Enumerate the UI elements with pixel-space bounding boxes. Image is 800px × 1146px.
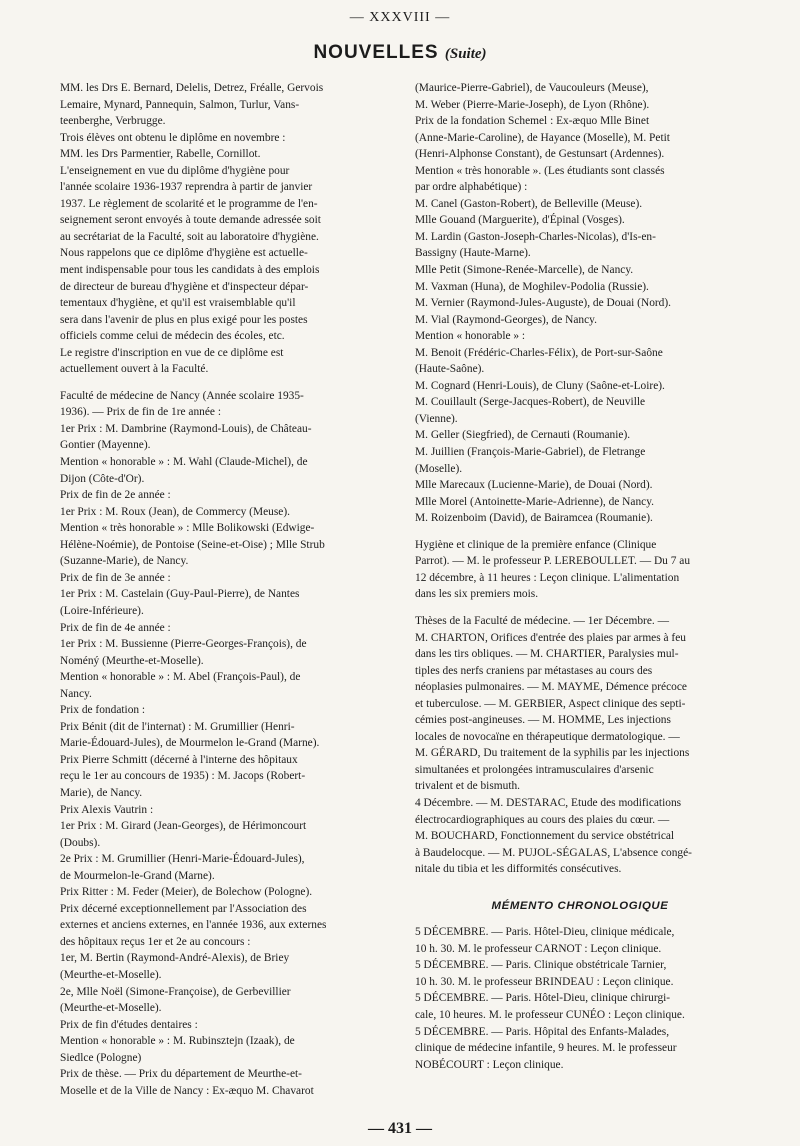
right-column-line: (Vienne).	[415, 412, 458, 425]
left-column-line: Prix Alexis Vautrin :	[60, 803, 154, 816]
right-column-line	[415, 603, 745, 613]
right-column-line: M. BOUCHARD, Fonctionnement du service obstétrical	[415, 830, 675, 843]
right-column-line: (Anne-Marie-Caroline), de Hayance (Moselle), M. Petit	[415, 131, 670, 144]
right-column-line: M. Vaxman (Huna), de Moghilev-Podolia (Russie).	[415, 280, 649, 293]
left-column-line: externes et anciens externes, en l'année 1936, aux externes	[60, 919, 327, 932]
right-column-line: cémies post-angineuses. — M. HOMME, Les injections	[415, 714, 671, 727]
right-column-line: M. Roizenboim (David), de Bairamcea (Roumanie).	[415, 512, 653, 525]
left-column-line: MM. les Drs E. Bernard, Delelis, Detrez, Fréalle, Gervois	[60, 82, 324, 94]
right-column-line: M. Canel (Gaston-Robert), de Belleville (Meuse).	[415, 197, 643, 210]
right-column-line: M. Couillault (Serge-Jacques-Robert), de Neuville	[415, 396, 646, 409]
right-column-line: trivalent et de bismuth.	[415, 780, 521, 793]
left-column-line: MM. les Drs Parmentier, Rabelle, Cornillot.	[60, 148, 261, 161]
left-column-line: tementaux d'hygiène, et qu'il est vraisemblable qu'il	[60, 297, 296, 310]
right-column-line: Parrot). — M. le professeur P. LEREBOULLET. — Du 7 au	[415, 555, 691, 568]
left-column-line: actuellement ouvert à la Faculté.	[60, 363, 209, 376]
left-column-line: sera dans l'avenir de plus en plus exigé pour les postes	[60, 313, 308, 326]
right-column-line: M. Vernier (Raymond-Jules-Auguste), de Douai (Nord).	[415, 297, 672, 310]
right-column-line: 4 Décembre. — M. DESTARAC, Etude des modifications	[415, 796, 682, 809]
title-text: NOUVELLES	[313, 42, 439, 63]
left-column-line: Nancy.	[60, 687, 92, 700]
right-column-line: dans les six premiers mois.	[415, 588, 539, 601]
right-column-line: 5 DÉCEMBRE. — Paris. Hôpital des Enfants-Malades,	[415, 1025, 670, 1038]
right-column-line: simultanées et prolongées intramusculaires d'arsenic	[415, 763, 654, 776]
left-column-line: Faculté de médecine de Nancy (Année scolaire 1935-	[60, 389, 304, 402]
right-column-line: M. GÉRARD, Du traitement de la syphilis par les injections	[415, 747, 690, 760]
left-column-line: Lemaire, Mynard, Pannequin, Salmon, Turlur, Vans-	[60, 98, 300, 111]
left-column-line: (Suzanne-Marie), de Nancy.	[60, 555, 189, 568]
left-column-line: 2e, Mlle Noël (Simone-Françoise), de Gerbevillier	[60, 985, 291, 998]
right-column-line: 5 DÉCEMBRE. — Paris. Hôtel-Dieu, clinique médicale,	[415, 926, 675, 939]
page-header: — XXXVIII —	[349, 10, 451, 25]
left-column-line: Prix de fin d'études dentaires :	[60, 1018, 198, 1031]
left-column-line: Dijon (Côte-d'Or).	[60, 472, 145, 485]
right-column-line: (Moselle).	[415, 462, 463, 475]
left-column-line: (Meurthe-et-Moselle).	[60, 1002, 162, 1015]
right-column-line: tiples des nerfs craniens par métastases au cours des	[415, 664, 653, 677]
right-column-line: M. Benoit (Frédéric-Charles-Félix), de Port-sur-Saône	[415, 346, 663, 359]
left-column-line: Mention « honorable » : M. Wahl (Claude-Michel), de	[60, 456, 308, 469]
right-column-line: néoplasies pulmonaires. — M. MAYME, Démence précoce	[415, 681, 687, 694]
right-column-line: Bassigny (Haute-Marne).	[415, 247, 531, 260]
left-column-line: Hélène-Noémie), de Pontoise (Seine-et-Oise) ; Mlle Strub	[60, 538, 325, 551]
right-column-line	[415, 914, 745, 924]
left-column-line: de directeur de bureau d'hygiène et d'inspecteur dépar-	[60, 280, 309, 293]
left-column-line	[60, 378, 392, 388]
right-column-line	[415, 527, 745, 537]
right-column-line: Mention « honorable » :	[415, 330, 526, 343]
left-column-line: Mention « honorable » : M. Rubinsztejn (Izaak), de	[60, 1035, 295, 1048]
left-column-line: Mention « très honorable » : Mlle Bolikowski (Edwige-	[60, 522, 315, 535]
right-column-line: Mlle Morel (Antoinette-Marie-Adrienne), de Nancy.	[415, 495, 655, 508]
left-column-line: Gontier (Mayenne).	[60, 439, 151, 452]
right-column-line: M. Cognard (Henri-Louis), de Cluny (Saône-et-Loire).	[415, 379, 665, 392]
right-column-line: 5 DÉCEMBRE. — Paris. Clinique obstétricale Tarnier,	[415, 959, 667, 972]
left-column-line: Marie), de Nancy.	[60, 786, 143, 799]
left-column-line: 1er Prix : M. Roux (Jean), de Commercy (Meuse).	[60, 505, 290, 518]
left-column-line: Noméný (Meurthe-et-Moselle).	[60, 654, 204, 667]
left-column-line: (Loire-Inférieure).	[60, 604, 144, 617]
right-column-line: Hygiène et clinique de la première enfance (Clinique	[415, 538, 657, 551]
right-column-line: 5 DÉCEMBRE. — Paris. Hôtel-Dieu, clinique chirurgi-	[415, 992, 671, 1005]
left-column-line: Prix Pierre Schmitt (décerné à l'interne des hôpitaux	[60, 753, 298, 766]
right-column-line: 10 h. 30. M. le professeur CARNOT : Leçon clinique.	[415, 942, 662, 955]
left-column-line: Prix décerné exceptionnellement par l'Association des	[60, 902, 307, 915]
left-column-line: 1er Prix : M. Bussienne (Pierre-Georges-François), de	[60, 638, 307, 651]
right-column-line: clinique de médecine infantile, 9 heures. M. le professeur	[415, 1042, 677, 1055]
page-number: — 431 —	[368, 1120, 432, 1137]
right-column-line: M. CHARTON, Orifices d'entrée des plaies par armes à feu	[415, 631, 686, 644]
right-column-line: à Baudelocque. — M. PUJOL-SÉGALAS, L'absence congé-	[415, 846, 692, 859]
right-column-line: (Haute-Saône).	[415, 363, 485, 376]
right-column-line: M. Geller (Siegfried), de Cernauti (Roumanie).	[415, 429, 631, 442]
right-column-line: dans les tirs obliques. — M. CHARTIER, Paralysies mul-	[415, 648, 679, 661]
right-column	[415, 80, 745, 1073]
right-column-line: nitale du tibia et les difformités consécutives.	[415, 863, 622, 876]
right-column-line: M. Vial (Raymond-Georges), de Nancy.	[415, 313, 597, 326]
right-column-line: locales de novocaïne en thérapeutique dermatologique. —	[415, 730, 680, 743]
left-column-line: seignement seront envoyés à toute demande adressée soit	[60, 214, 321, 227]
right-column-line: (Henri-Alphonse Constant), de Gestunsart (Ardennes).	[415, 148, 665, 161]
left-column-line: teenberghe, Verbrugge.	[60, 115, 166, 128]
left-column-line: Prix Ritter : M. Feder (Meier), de Bolechow (Pologne).	[60, 886, 313, 899]
right-column-line: M. Juillien (François-Marie-Gabriel), de Fletrange	[415, 446, 646, 459]
right-column-line: Mlle Gouand (Marguerite), d'Épinal (Vosges).	[415, 214, 625, 227]
left-column-line: Mention « honorable » : M. Abel (François-Paul), de	[60, 671, 301, 684]
right-column-line: Mlle Petit (Simone-Renée-Marcelle), de Nancy.	[415, 264, 634, 277]
left-column-line: 1er Prix : M. Girard (Jean-Georges), de Hérimoncourt	[60, 820, 307, 833]
right-column-line	[415, 888, 745, 898]
right-column-line: Thèses de la Faculté de médecine. — 1er Décembre. —	[415, 614, 669, 627]
right-column-line: M. Lardin (Gaston-Joseph-Charles-Nicolas), d'Is-en-	[415, 230, 656, 243]
left-column-line: Nous rappelons que ce diplôme d'hygiène est actuelle-	[60, 247, 308, 260]
left-column-line: Prix de fin de 2e année :	[60, 489, 171, 502]
left-column-line: Prix de fin de 3e année :	[60, 571, 171, 584]
left-column-line: L'enseignement en vue du diplôme d'hygiène pour	[60, 164, 290, 177]
right-column-line: Mlle Marecaux (Lucienne-Marie), de Douai (Nord).	[415, 479, 653, 492]
left-column-line: Siedlce (Pologne)	[60, 1051, 142, 1064]
left-column-line: 1er Prix : M. Castelain (Guy-Paul-Pierre), de Nantes	[60, 588, 300, 601]
right-column-line: par ordre alphabétique) :	[415, 181, 528, 194]
left-column-line: (Meurthe-et-Moselle).	[60, 968, 162, 981]
left-column-line: Le registre d'inscription en vue de ce diplôme est	[60, 346, 284, 359]
left-column-line: officiels comme celui de médecin des écoles, etc.	[60, 330, 285, 343]
left-column-line: (Doubs).	[60, 836, 101, 849]
left-column-line: au secrétariat de la Faculté, soit au laboratoire d'hygiène.	[60, 230, 319, 243]
right-column-line: 10 h. 30. M. le professeur BRINDEAU : Leçon clinique.	[415, 975, 674, 988]
right-column-line: cale, 10 heures. M. le professeur CUNÉO : Leçon clinique.	[415, 1008, 685, 1021]
right-column-line: Prix de la fondation Schemel : Ex-æquo Mlle Binet	[415, 115, 650, 128]
left-column-line: 1er, M. Bertin (Raymond-André-Alexis), de Briey	[60, 952, 290, 965]
left-column-line: 1936). — Prix de fin de 1re année :	[60, 406, 222, 419]
right-column-line: MÉMENTO CHRONOLOGIQUE	[491, 899, 669, 912]
right-column-line: M. Weber (Pierre-Marie-Joseph), de Lyon (Rhône).	[415, 98, 650, 111]
left-column-line: l'année scolaire 1936-1937 reprendra à partir de janvier	[60, 181, 313, 194]
section-title	[0, 42, 800, 64]
left-column-line: Trois élèves ont obtenu le diplôme en novembre :	[60, 131, 286, 144]
left-column-line: des hôpitaux reçus 1er et 2e au concours :	[60, 935, 251, 948]
right-column-line: électrocardiographiques au cours des plaies du cœur. —	[415, 813, 670, 826]
right-column-line: Mention « très honorable ». (Les étudiants sont classés	[415, 164, 665, 177]
left-column-line: reçu le 1er au concours de 1935) : M. Jacops (Robert-	[60, 770, 306, 783]
title-suffix: (Suite)	[444, 46, 487, 62]
left-column-line: Prix de fondation :	[60, 704, 146, 717]
left-column-line: 1er Prix : M. Dambrine (Raymond-Louis), de Château-	[60, 422, 312, 435]
right-column-line	[415, 878, 745, 888]
left-column-line: Prix Bénit (dit de l'internat) : M. Grumillier (Henri-	[60, 720, 295, 733]
left-column-line: ment indispensable pour tous les candidats à des emplois	[60, 264, 320, 277]
right-column-line: NOBÉCOURT : Leçon clinique.	[415, 1058, 564, 1071]
left-column-line: Moselle et de la Ville de Nancy : Ex-æquo M. Chavarot	[60, 1084, 314, 1097]
left-column-line: Prix de fin de 4e année :	[60, 621, 171, 634]
left-column-line: de Mourmelon-le-Grand (Marne).	[60, 869, 215, 882]
left-column-line: Marie-Édouard-Jules), de Mourmelon le-Grand (Marne).	[60, 737, 320, 750]
left-column-line: Prix de thèse. — Prix du département de Meurthe-et-	[60, 1068, 302, 1081]
right-column-line: 12 décembre, à 11 heures : Leçon clinique. L'alimentation	[415, 571, 680, 584]
left-column-line: 2e Prix : M. Grumillier (Henri-Marie-Édouard-Jules),	[60, 853, 305, 866]
right-column-line: (Maurice-Pierre-Gabriel), de Vaucouleurs (Meuse),	[415, 82, 649, 94]
right-column-line: et tuberculose. — M. GERBIER, Aspect clinique des septi-	[415, 697, 686, 710]
left-column-line: 1937. Le règlement de scolarité et le programme de l'en-	[60, 197, 318, 210]
left-column	[60, 80, 392, 1099]
